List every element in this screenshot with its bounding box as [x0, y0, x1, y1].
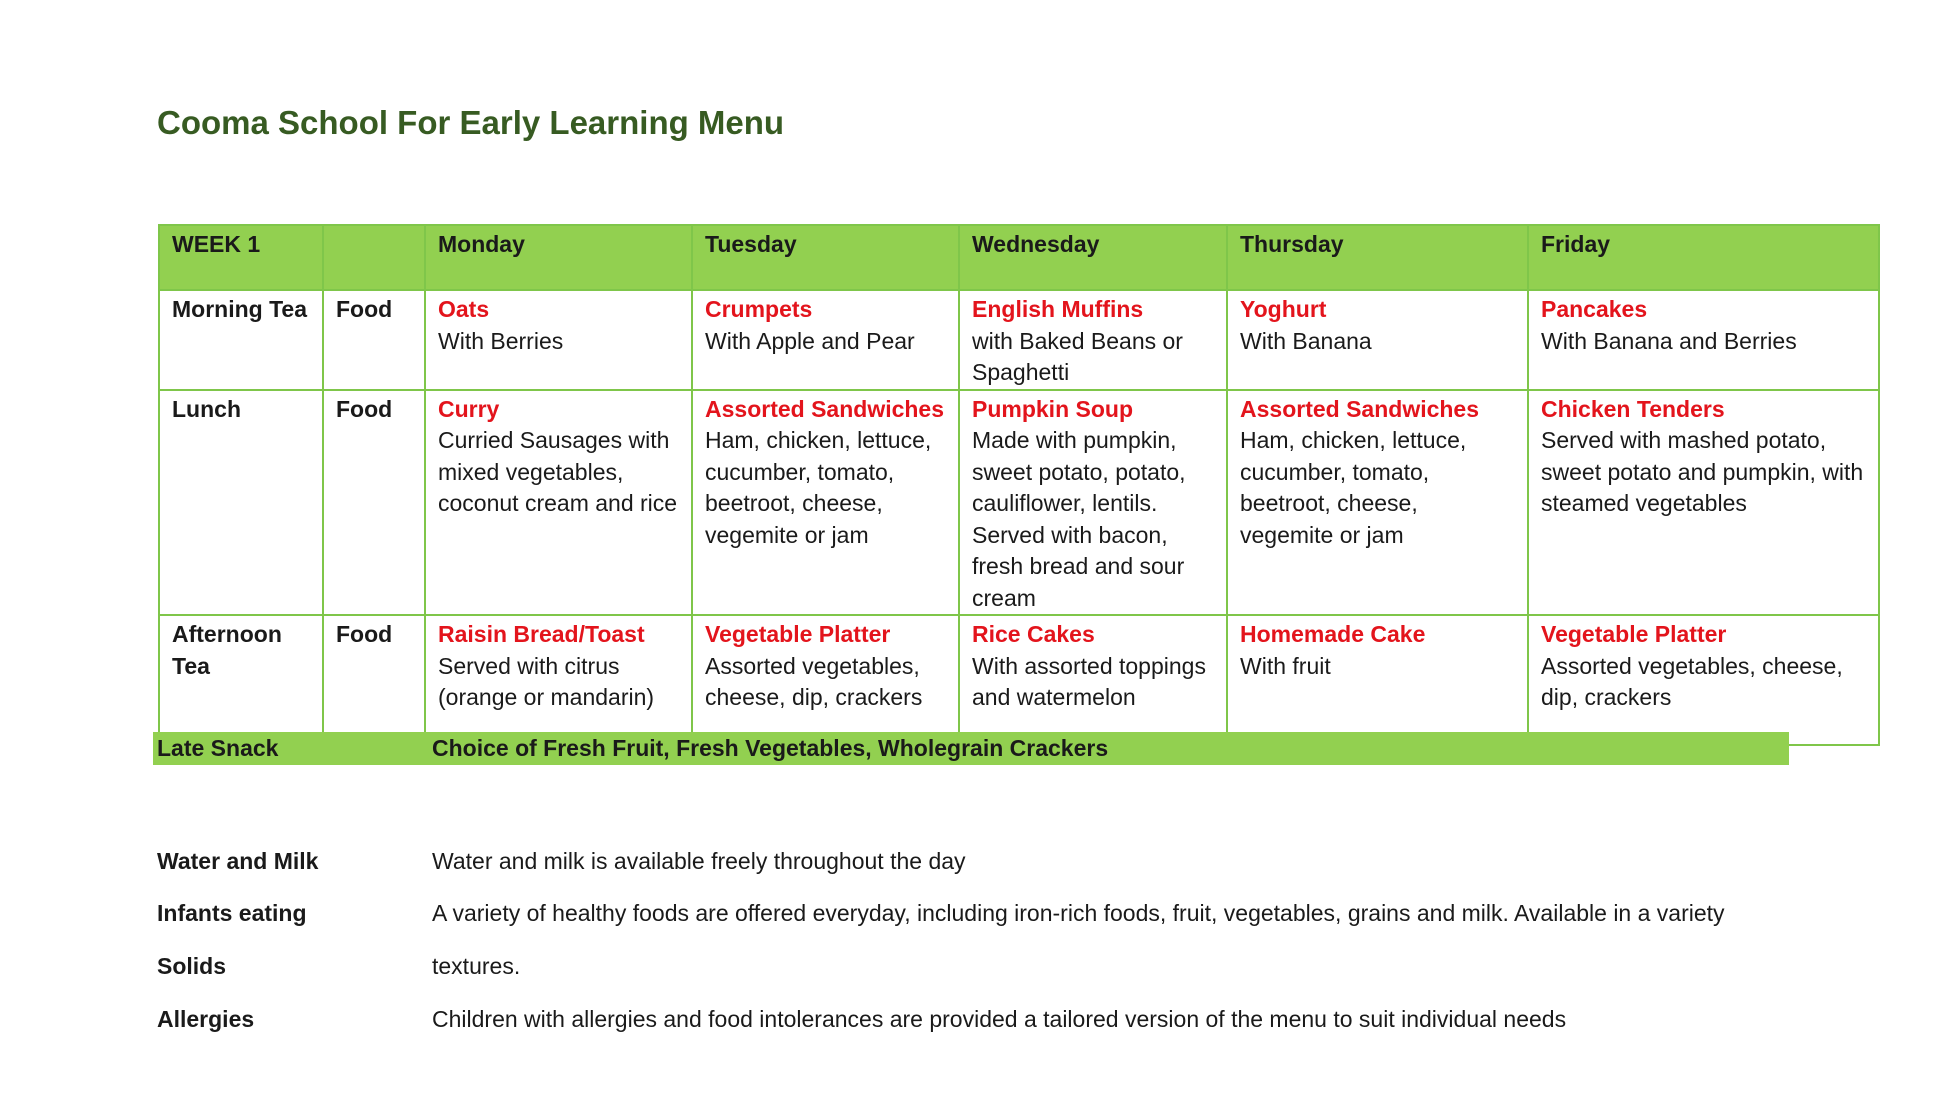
menu-cell [1227, 615, 1528, 745]
dish-name: Pumpkin Soup [972, 395, 1133, 422]
dish-description: With Apple and Pear [705, 327, 915, 354]
dish-name: Assorted Sandwiches [1240, 395, 1480, 422]
dish-description: With Berries [438, 327, 564, 354]
menu-cell [425, 615, 692, 745]
menu-cell [692, 615, 959, 745]
menu-cell [1227, 290, 1528, 390]
menu-cell [1528, 390, 1879, 616]
dish-description: With Banana [1240, 327, 1372, 354]
dish-description: Served with citrus (orange or mandarin) [438, 652, 655, 710]
table-header-row [159, 225, 1879, 290]
dish-description: With assorted toppings and watermelon [972, 652, 1206, 710]
dish-name: English Muffins [972, 296, 1144, 322]
dish-name: Chicken Tenders [1541, 395, 1725, 422]
menu-cell [425, 290, 692, 390]
meal-label: Afternoon Tea [159, 615, 323, 745]
header-friday: Friday [1528, 225, 1879, 290]
infants-text: A variety of healthy foods are offered everyday, including iron-rich foods, fruit, vegetables, grains and milk. Available in a variety [432, 900, 1725, 926]
late-snack-bar [153, 732, 1789, 765]
menu-cell [959, 615, 1227, 745]
dish-description: Made with pumpkin, sweet potato, potato, cauliflower, lentils. Served with bacon, fresh bread and sour cream [972, 427, 1186, 611]
dish-description: Served with mashed potato, sweet potato and pumpkin, with steamed vegetables [1541, 427, 1864, 516]
dish-name: Assorted Sandwiches [705, 395, 945, 422]
menu-cell [692, 290, 959, 390]
dish-name: Yoghurt [1240, 296, 1327, 322]
menu-table [158, 224, 1880, 746]
dish-name: Vegetable Platter [1541, 621, 1727, 647]
menu-cell [425, 390, 692, 616]
dish-description: With Banana and Berries [1541, 327, 1797, 354]
header-tuesday: Tuesday [692, 225, 959, 290]
food-label: Food [323, 390, 425, 616]
late-snack-text: Choice of Fresh Fruit, Fresh Vegetables, Wholegrain Crackers [432, 735, 1109, 761]
food-label: Food [323, 615, 425, 745]
infants-label: Infants eating [157, 900, 307, 926]
solids-label: Solids [157, 953, 227, 979]
allergies-text: Children with allergies and food intolerances are provided a tailored version of the menu to suit individual needs [432, 1006, 1567, 1032]
dish-description: Assorted vegetables, cheese, dip, crackers [1541, 652, 1843, 710]
dish-description: Ham, chicken, lettuce, cucumber, tomato, beetroot, cheese, vegemite or jam [1240, 427, 1467, 548]
menu-cell [959, 390, 1227, 616]
dish-description: with Baked Beans or Spaghetti [972, 327, 1183, 385]
header-empty-cell [323, 225, 425, 290]
table-row [159, 290, 1879, 390]
menu-cell [1528, 290, 1879, 390]
dish-name: Vegetable Platter [705, 621, 891, 647]
dish-description: Curried Sausages with mixed vegetables, coconut cream and rice [438, 427, 678, 516]
page-title: Cooma School For Early Learning Menu [157, 104, 785, 141]
dish-name: Raisin Bread/Toast [438, 621, 645, 647]
dish-name: Oats [438, 296, 490, 322]
dish-description: Assorted vegetables, cheese, dip, crackers [705, 652, 923, 710]
header-monday: Monday [425, 225, 692, 290]
menu-cell [959, 290, 1227, 390]
menu-cell [1227, 390, 1528, 616]
table-row [159, 615, 1879, 745]
water-label: Water and Milk [157, 848, 319, 874]
dish-name: Crumpets [705, 296, 813, 322]
header-wednesday: Wednesday [959, 225, 1227, 290]
food-label: Food [323, 290, 425, 390]
meal-label: Lunch [159, 390, 323, 616]
allergies-label: Allergies [157, 1006, 255, 1032]
dish-name: Curry [438, 395, 500, 422]
dish-name: Pancakes [1541, 296, 1648, 322]
menu-cell [692, 390, 959, 616]
dish-name: Rice Cakes [972, 621, 1095, 647]
meal-label: Morning Tea [159, 290, 323, 390]
header-thursday: Thursday [1227, 225, 1528, 290]
week-label: WEEK 1 [159, 225, 323, 290]
late-snack-label: Late Snack [157, 735, 279, 761]
dish-name: Homemade Cake [1240, 621, 1426, 647]
dish-description: Ham, chicken, lettuce, cucumber, tomato, beetroot, cheese, vegemite or jam [705, 427, 932, 548]
solids-text: textures. [432, 953, 521, 979]
menu-cell [1528, 615, 1879, 745]
table-row [159, 390, 1879, 616]
dish-description: With fruit [1240, 652, 1331, 679]
water-text: Water and milk is available freely throughout the day [432, 848, 966, 874]
